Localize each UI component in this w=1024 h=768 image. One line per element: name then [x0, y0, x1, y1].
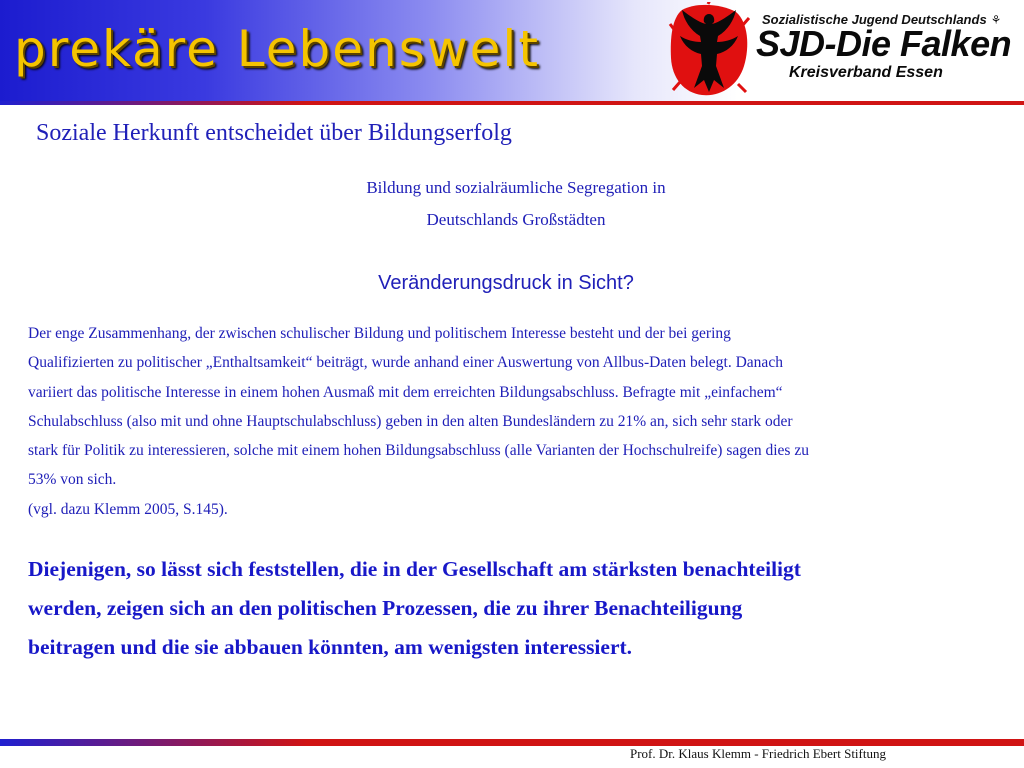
falcon-logo-icon — [668, 2, 750, 98]
paragraph-line: 53% von sich. — [28, 471, 117, 489]
slide-title: prekäre Lebenswelt — [14, 20, 540, 78]
header-rule — [0, 101, 1024, 105]
slide-subtitle: Soziale Herkunft entscheidet über Bildungserfolg — [36, 120, 512, 146]
conclusion-line: beitragen und die sie abbauen könnten, am wenigsten interessiert. — [28, 635, 633, 659]
paragraph-line: Schulabschluss (also mit und ohne Hauptschulabschluss) geben in den alten Bundesländern zu 21% an, sich sehr stark oder — [28, 412, 793, 430]
footer-credit: Prof. Dr. Klaus Klemm - Friedrich Ebert Stiftung — [630, 746, 886, 761]
footer-bar — [0, 739, 1024, 746]
citation-line: (vgl. dazu Klemm 2005, S.145). — [28, 500, 228, 518]
small-emblem-icon: ⚘ — [990, 13, 1002, 27]
conclusion-line: Diejenigen, so lässt sich feststellen, die in der Gesellschaft am stärksten benachteiligt — [28, 557, 801, 581]
question-heading: Veränderungsdruck in Sicht? — [378, 272, 634, 294]
logo-subline: Kreisverband Essen — [789, 64, 943, 81]
logo-org-line: Sozialistische Jugend Deutschlands ⚘ — [762, 12, 1002, 27]
center-line-1: Bildung und sozialräumliche Segregation in — [366, 178, 666, 197]
paragraph-line: variiert das politische Interesse in einem hohen Ausmaß mit dem erreichten Bildungsabschluss. Befragte mit „einfachem“ — [28, 383, 783, 401]
header-band — [0, 0, 1024, 101]
paragraph-line: Qualifizierten zu politischer „Enthaltsamkeit“ beiträgt, wurde anhand einer Auswertung von Allbus-Daten belegt. Danach — [28, 354, 783, 372]
logo-name: SJD-Die Falken — [756, 23, 1012, 64]
conclusion-line: werden, zeigen sich an den politischen Prozessen, die zu ihrer Benachteiligung — [28, 596, 743, 620]
body-paragraph — [28, 319, 1014, 524]
paragraph-line: stark für Politik zu interessieren, solche mit einem hohen Bildungsabschluss (alle Varianten der Hochschulreife) sagen dies zu — [28, 442, 809, 460]
sjd-falken-logo — [664, 2, 1022, 98]
conclusion-statement — [28, 550, 1014, 667]
paragraph-line: Der enge Zusammenhang, der zwischen schulischer Bildung und politischem Interesse besteht und der bei gering — [28, 325, 731, 342]
center-line-2: Deutschlands Großstädten — [426, 210, 606, 229]
